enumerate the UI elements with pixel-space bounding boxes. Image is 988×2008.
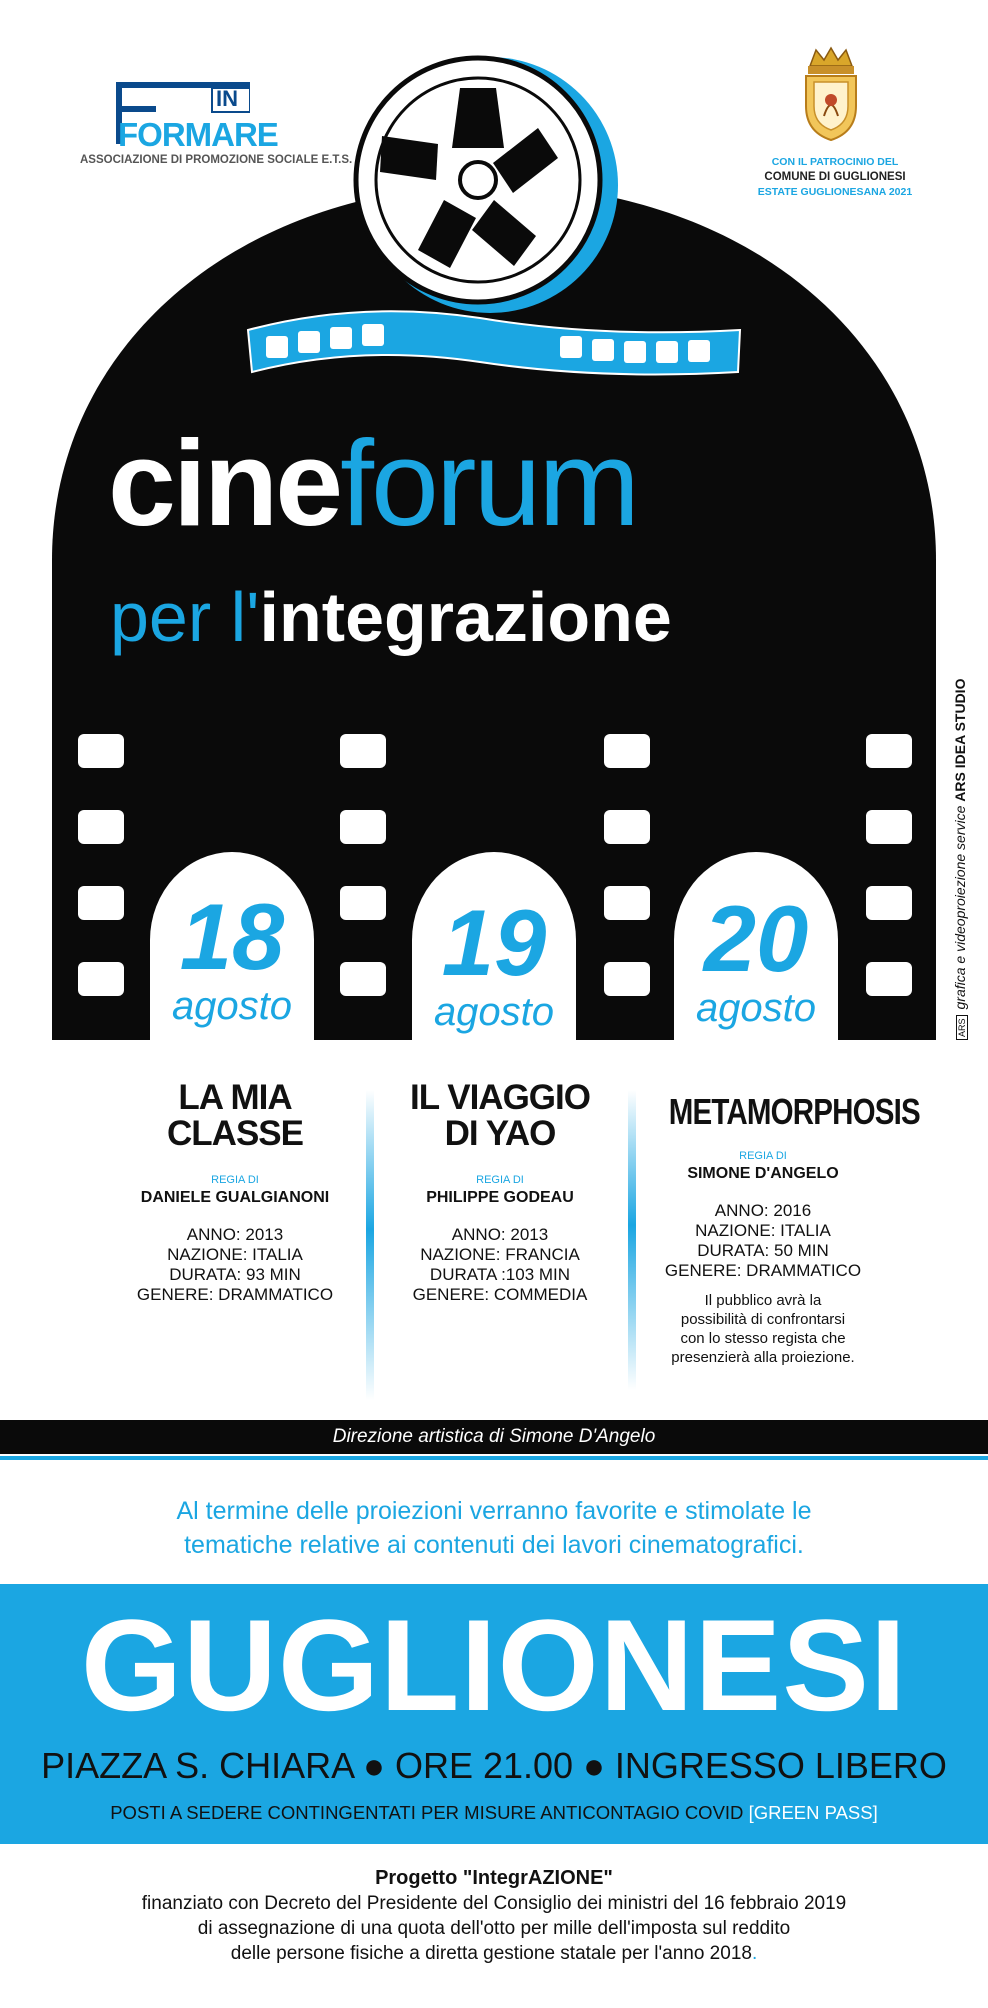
- artistic-direction-bar: Direzione artistica di Simone D'Angelo: [0, 1420, 988, 1454]
- column-separator: [628, 1090, 636, 1390]
- film-note: [648, 1291, 878, 1367]
- closing-line1: Al termine delle proiezioni verranno favorite e stimolate le: [176, 1497, 812, 1525]
- closing-line2: tematiche relative ai contenuti dei lavori cinematografici.: [184, 1531, 804, 1559]
- project-footer: [40, 1866, 948, 1966]
- footer-line1: finanziato con Decreto del Presidente del Consiglio dei ministri del 16 febbraio 2019: [141, 1893, 847, 1914]
- film-title-line1: LA MIA: [178, 1078, 292, 1117]
- column-separator: [366, 1090, 374, 1400]
- date-day: 20: [703, 886, 809, 991]
- film-note-line4: presenzierà alla proiezione.: [671, 1349, 855, 1366]
- credit-studio: ARS IDEA STUDIO: [952, 678, 968, 802]
- film-country: NAZIONE: FRANCIA: [420, 1245, 580, 1264]
- title-forum: forum: [340, 415, 637, 551]
- film-note-line3: con lo stesso regista che: [680, 1330, 846, 1347]
- film-director: PHILIPPE GODEAU: [426, 1189, 574, 1206]
- date-2: [412, 890, 576, 1034]
- film-2: [380, 1080, 620, 1305]
- film-country: NAZIONE: ITALIA: [695, 1221, 831, 1240]
- film-director: DANIELE GUALGIANONI: [140, 1189, 330, 1206]
- city-name: GUGLIONESI: [80, 1592, 908, 1738]
- ars-logo: ARS: [956, 1015, 968, 1040]
- patronage-municipality: COMUNE DI GUGLIONESI: [764, 171, 906, 183]
- film-title-line1: METAMORPHOSIS: [668, 1091, 920, 1132]
- film-genre: GENERE: DRAMMATICO: [664, 1261, 862, 1280]
- film-3: [648, 1091, 920, 1367]
- footer-end: .: [751, 1943, 758, 1964]
- footer-line2: di assegnazione di una quota dell'otto per mille dell'imposta sul reddito: [197, 1918, 791, 1939]
- logo-in-text: IN: [216, 86, 238, 111]
- film-duration: DURATA: 50 MIN: [697, 1241, 829, 1260]
- title-per: per l': [110, 578, 260, 656]
- film-details: [648, 1201, 878, 1281]
- bullet-icon: ●: [363, 1745, 385, 1786]
- bullet-icon: ●: [583, 1745, 605, 1786]
- film-duration: DURATA :103 MIN: [429, 1265, 571, 1284]
- film-details: [380, 1225, 620, 1305]
- logo-subtitle: ASSOCIAZIONE DI PROMOZIONE SOCIALE E.T.S.: [80, 154, 353, 166]
- subtitle-integrazione: [110, 578, 672, 656]
- film-regia-label: REGIA DI: [476, 1174, 524, 1186]
- project-title: Progetto "IntegrAZIONE": [375, 1867, 613, 1889]
- venue-info: [0, 1745, 988, 1786]
- credit-text: grafica e videoproiezione service: [952, 805, 968, 1010]
- film-note-line1: Il pubblico avrà la: [704, 1292, 822, 1309]
- seating-notice: [0, 1802, 988, 1824]
- venue-place: PIAZZA S. CHIARA: [41, 1745, 354, 1786]
- date-day: 18: [179, 884, 285, 989]
- accent-line: [0, 1456, 988, 1460]
- date-month: agosto: [695, 986, 817, 1030]
- film-title-line1: IL VIAGGIO: [410, 1078, 590, 1117]
- date-month: agosto: [433, 990, 555, 1034]
- title-cineforum: [108, 415, 637, 551]
- footer-line3-wrap: [40, 1941, 948, 1966]
- date-day: 19: [441, 890, 547, 995]
- venue-entry: INGRESSO LIBERO: [614, 1745, 947, 1786]
- film-year: ANNO: 2013: [186, 1225, 284, 1244]
- film-title-line2: CLASSE: [167, 1114, 303, 1153]
- film-1: [110, 1080, 360, 1305]
- title-cine: cine: [108, 415, 341, 551]
- film-year: ANNO: 2016: [714, 1201, 812, 1220]
- design-credit: [952, 679, 968, 1040]
- film-title-line2: DI YAO: [444, 1114, 556, 1153]
- film-year: ANNO: 2013: [451, 1225, 549, 1244]
- closing-statement: [60, 1494, 928, 1562]
- film-country: NAZIONE: ITALIA: [167, 1245, 303, 1264]
- title-integrazione: integrazione: [259, 578, 672, 656]
- green-pass-label: [GREEN PASS]: [748, 1802, 878, 1823]
- film-genre: GENERE: COMMEDIA: [412, 1285, 588, 1304]
- film-director: SIMONE D'ANGELO: [687, 1165, 839, 1182]
- logo-formare-text: FORMARE: [118, 116, 278, 153]
- film-regia-label: REGIA DI: [211, 1174, 259, 1186]
- film-note-line2: possibilità di confrontarsi: [680, 1311, 846, 1328]
- patronage-line1: CON IL PATROCINIO DEL: [771, 156, 899, 168]
- date-3: [674, 886, 838, 1030]
- film-regia-label: REGIA DI: [739, 1150, 787, 1162]
- film-genre: GENERE: DRAMMATICO: [136, 1285, 334, 1304]
- footer-line3: delle persone fisiche a diretta gestione statale per l'anno 2018: [230, 1943, 752, 1964]
- film-duration: DURATA: 93 MIN: [169, 1265, 301, 1284]
- film-details: [110, 1225, 360, 1305]
- date-month: agosto: [171, 984, 293, 1028]
- date-1: [150, 884, 314, 1028]
- seating-text: POSTI A SEDERE CONTINGENTATI PER MISURE ANTICONTAGIO COVID: [110, 1802, 744, 1823]
- patronage-event: ESTATE GUGLIONESANA 2021: [757, 186, 913, 198]
- venue-time: ORE 21.00: [394, 1745, 574, 1786]
